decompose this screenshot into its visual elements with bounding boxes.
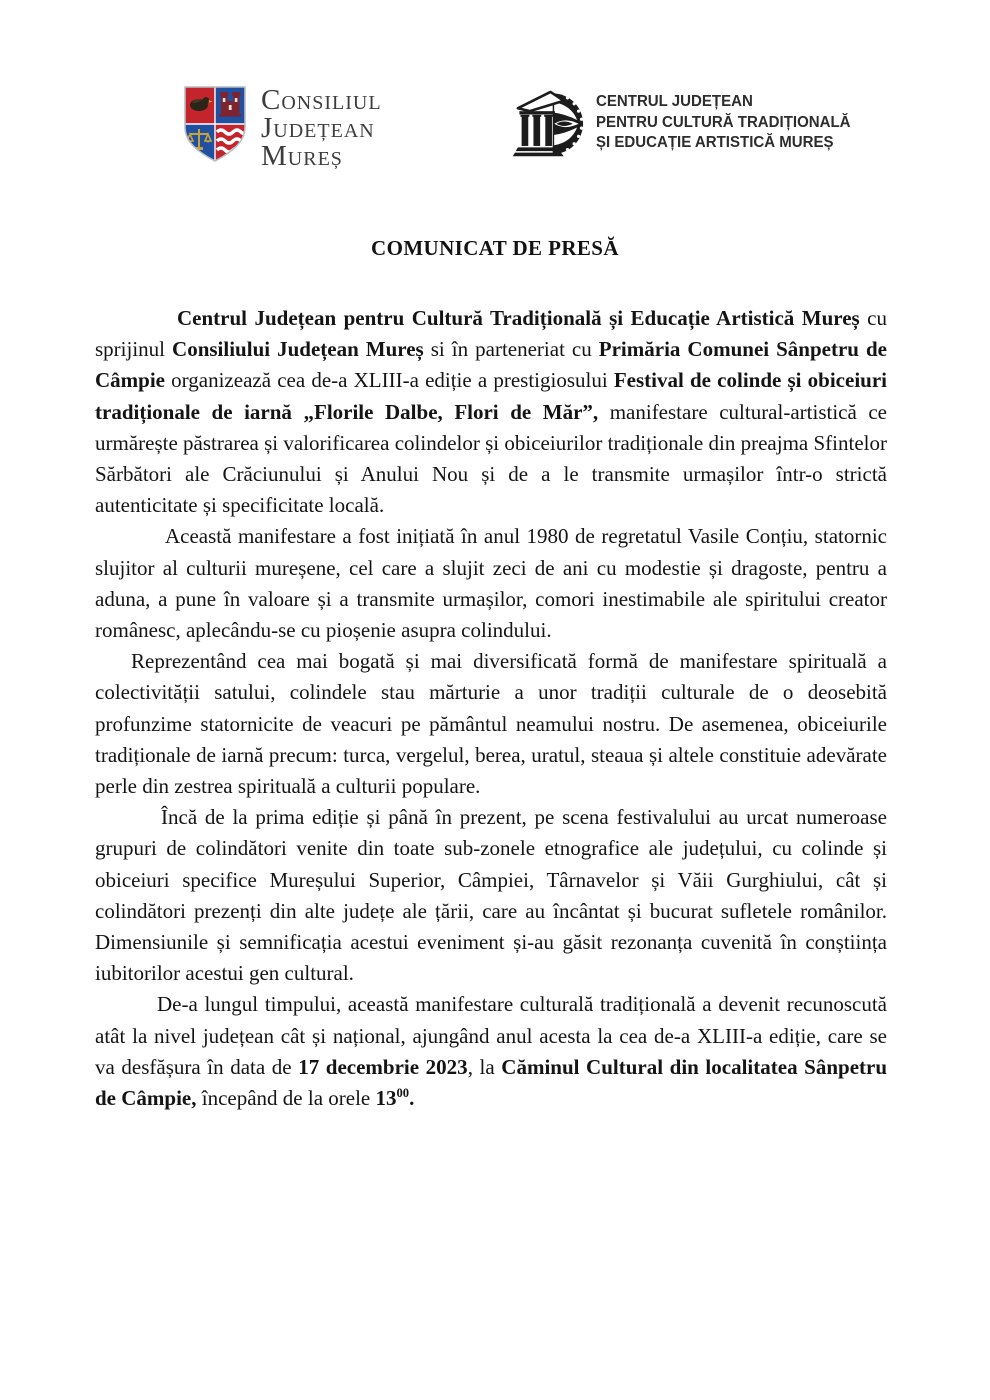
- text-run: cu sprijinul: [95, 306, 887, 362]
- text-run: începând de la orele: [196, 1086, 376, 1111]
- text-run: Consiliului Județean Mureș: [172, 337, 431, 362]
- text-run: , la: [467, 1054, 502, 1079]
- right-logo-line-2: PENTRU CULTURĂ TRADIȚIONALĂ: [596, 113, 851, 131]
- text-run: .: [409, 1086, 415, 1111]
- text-run: organizează cea de-a XLIII-a ediție a prestigiosului: [171, 368, 614, 393]
- text-run: Această manifestare a fost inițiată în anul 1980 de regretatul Vasile Conțiu, statornic slujitor al culturii mureșene, cel care a slujit zeci de ani cu modestie și dragoste, pentru a aduna, a pune în valoare și a transmite urmașilor, comori inestimabile ale spiritului creator românesc, aplecându-se cu pioșenie asupra colindului.: [95, 524, 887, 643]
- text-run: 00: [396, 1086, 410, 1101]
- paragraph-2: [95, 521, 887, 646]
- left-logo: [183, 84, 382, 170]
- right-logo: [512, 86, 867, 160]
- text-run: Festival de colinde și obiceiuri tradiționale de iarnă „Florile Dalbe, Flori de Măr”,: [95, 368, 887, 424]
- right-logo-line-3: ȘI EDUCAȚIE ARTISTICĂ MUREȘ: [596, 134, 834, 151]
- left-logo-text: [261, 84, 382, 170]
- mures-county-coat-of-arms-icon: [183, 84, 247, 164]
- text-run: Reprezentând cea mai bogată și mai diversificată formă de manifestare spirituală a colectivității satului, colindele stau mărturie a unor tradiții culturale de o deosebită profunzime statornicite de veacuri pe pământul neamului nostru. De asemenea, obiceiurile tradiționale de iarnă precum: turca, vergelul, berea, uratul, steaua și altele constituie adevărate perle din zestrea spirituală a culturii populare.: [95, 649, 887, 799]
- right-logo-text: [596, 86, 851, 154]
- right-logo-line-1: CENTRUL JUDEȚEAN: [596, 93, 753, 110]
- text-run: Primăria Comunei Sânpetru de Câmpie: [95, 337, 888, 393]
- text-run: Încă de la prima ediție și până în prezent, pe scena festivalului au urcat numeroase grupuri de colindători venite din toate sub-zonele etnografice ale județului, cu colinde și obiceiuri specifice Mureșului Superior, Câmpiei, Târnavelor și Văii Gurghiului, cât și colindători prezenți din alte județe ale țării, care au încântat și bucurat sufletele românilor. Dimensiunile și semnificația acestui eveniment și-au găsit rezonanța cuvenită în conștiința iubitorilor acestui gen cultural.: [95, 805, 887, 986]
- text-run: Centrul Județean pentru Cultură Tradițională și Educație Artistică Mureș: [177, 306, 868, 330]
- document-body: [95, 303, 887, 1114]
- left-logo-line-2: Județean: [261, 112, 375, 144]
- left-logo-line-1: Consiliul: [261, 84, 382, 116]
- text-run: manifestare cultural-artistică ce urmărește păstrarea și valorificarea colindelor și obiceiurilor tradiționale din preajma Sfintelor Sărbători ale Crăciunului și Anului Nou și de a le transmite urmașilor într-o strictă autenticitate și specificitate locală.: [95, 399, 887, 518]
- text-run: Căminul Cultural din localitatea Sânpetru de Câmpie,: [95, 1054, 888, 1111]
- paragraph-3: [95, 646, 887, 802]
- text-run: 13: [375, 1086, 397, 1111]
- text-run: si în parteneriat cu: [430, 337, 599, 362]
- paragraph-1: [95, 303, 887, 521]
- page-title: COMUNICAT DE PRESĂ: [371, 236, 619, 260]
- text-run: De-a lungul timpului, această manifestare culturală tradițională a devenit recunoscută atât la nivel județean cât și național, ajungând anul acesta la cea de-a XLIII-a ediție, care se va desfășura în data de: [95, 992, 887, 1079]
- text-run: 17 decembrie 2023: [298, 1054, 468, 1079]
- left-logo-line-3: Mureș: [261, 140, 343, 172]
- paragraph-4: [95, 802, 887, 989]
- culture-center-temple-icon: [512, 86, 586, 160]
- paragraph-5: [95, 989, 887, 1114]
